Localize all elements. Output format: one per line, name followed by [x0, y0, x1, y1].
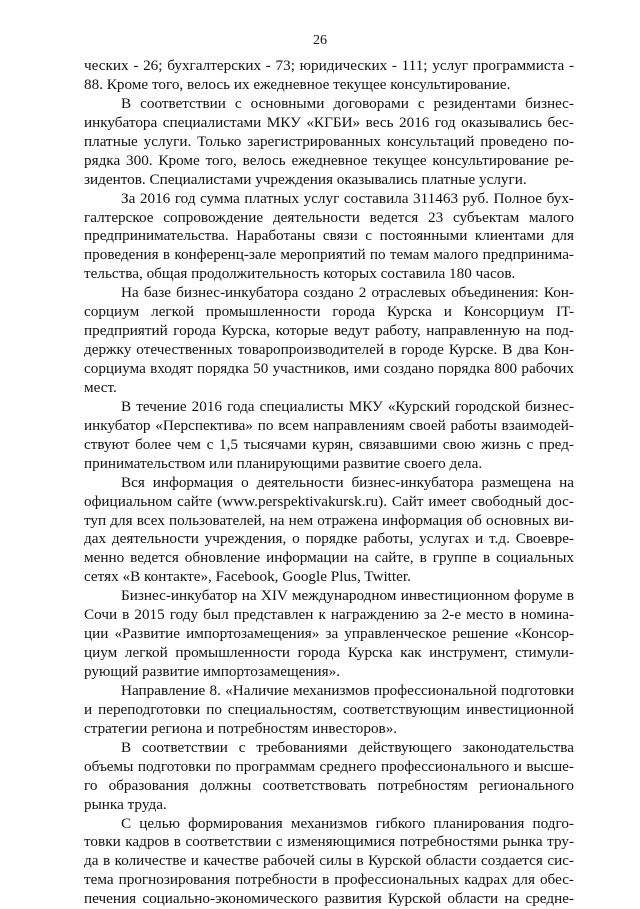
paragraph: [84, 57, 574, 95]
text-line: дах деятельности учреждения, о порядке работы, услугах и т.д. Своевре-: [84, 530, 574, 549]
text-line: платные услуги. Только зарегистрированных консультаций проведено по-: [84, 133, 574, 152]
text-line: проведения в конференц-зале мероприятий по темам малого предпринима-: [84, 246, 574, 265]
text-line: рынка труда.: [84, 796, 574, 815]
text-line: стратегии региона и потребностям инвесторов».: [84, 720, 574, 739]
text-line: рующий развитие импортозамещения».: [84, 663, 574, 682]
text-line: товки кадров в соответствии с изменяющимися потребностями рынка тру-: [84, 833, 574, 852]
text-line: да в количестве и качестве рабочей силы в Курской области создается сис-: [84, 852, 574, 871]
text-line: рядка 300. Кроме того, велось ежедневное текущее консультирование ре-: [84, 152, 574, 171]
text-line: За 2016 год сумма платных услуг составила 311463 руб. Полное бух-: [84, 190, 574, 209]
text-line: Сочи в 2015 году был представлен к награждению за 2-е место в номина-: [84, 606, 574, 625]
text-line: тема прогнозирования потребности в профессиональных кадрах для обес-: [84, 871, 574, 890]
text-line: ствуют более чем с 1,5 тысячами курян, связавшими свою жизнь с пред-: [84, 436, 574, 455]
text-line: принимательством или планирующими развитие своего дела.: [84, 455, 574, 474]
text-line: тельства, общая продолжительность которых составила 180 часов.: [84, 265, 574, 284]
text-line: держку отечественных товаропроизводителей в городе Курске. В два Кон-: [84, 341, 574, 360]
text-line: предпринимательства. Наработаны связи с постоянными клиентами для: [84, 227, 574, 246]
paragraph: [84, 474, 574, 588]
text-line: ции «Развитие импортозамещения» за управленческое решение «Консор-: [84, 625, 574, 644]
text-line: циум легкой промышленности города Курска как инструмент, стимули-: [84, 644, 574, 663]
text-line: ческих - 26; бухгалтерских - 73; юридических - 111; услуг программиста -: [84, 57, 574, 76]
text-line: На базе бизнес-инкубатора создано 2 отраслевых объединения: Кон-: [84, 284, 574, 303]
text-line: зидентов. Специалистами учреждения оказывались платные услуги.: [84, 171, 574, 190]
document-body: [84, 57, 574, 909]
text-line: В течение 2016 года специалисты МКУ «Курский городской бизнес-: [84, 398, 574, 417]
paragraph: [84, 815, 574, 909]
text-line: В соответствии с требованиями действующего законодательства: [84, 739, 574, 758]
page-number: 26: [0, 33, 640, 49]
text-line: сетях «В контакте», Facebook, Google Plus, Twitter.: [84, 568, 574, 587]
paragraph: [84, 95, 574, 190]
text-line: официальном сайте (www.perspektivakursk.ru). Сайт имеет свободный дос-: [84, 493, 574, 512]
text-line: галтерское сопровождение деятельности ведется 23 субъектам малого: [84, 209, 574, 228]
text-line: инкубатор «Перспектива» по всем направлениям своей работы взаимодей-: [84, 417, 574, 436]
text-line: го образования должны соответствовать потребностям регионального: [84, 777, 574, 796]
text-line: и переподготовки по специальностям, соответствующим инвестиционной: [84, 701, 574, 720]
text-line: мест.: [84, 379, 574, 398]
text-line: объемы подготовки по программам среднего профессионального и высше-: [84, 758, 574, 777]
text-line: менно ведется обновление информации на сайте, в группе в социальных: [84, 549, 574, 568]
text-line: предприятий города Курска, которые ведут работу, направленную на под-: [84, 322, 574, 341]
paragraph: [84, 682, 574, 739]
text-line: 88. Кроме того, велось их ежедневное текущее консультирование.: [84, 76, 574, 95]
paragraph: [84, 284, 574, 398]
text-line: Направление 8. «Наличие механизмов профессиональной подготовки: [84, 682, 574, 701]
text-line: сорциум легкой промышленности города Курска и Консорциум IT-: [84, 303, 574, 322]
text-line: С целью формирования механизмов гибкого планирования подго-: [84, 815, 574, 834]
text-line: печения социально-экономического развития Курской области на средне-: [84, 890, 574, 909]
paragraph: [84, 739, 574, 815]
text-line: Бизнес-инкубатор на XIV международном инвестиционном форуме в: [84, 587, 574, 606]
paragraph: [84, 190, 574, 285]
text-line: Вся информация о деятельности бизнес-инкубатора размещена на: [84, 474, 574, 493]
text-line: инкубатора специалистами МКУ «КГБИ» весь 2016 год оказывались бес-: [84, 114, 574, 133]
paragraph: [84, 587, 574, 682]
text-line: В соответствии с основными договорами с резидентами бизнес-: [84, 95, 574, 114]
text-line: сорциума входят порядка 50 участников, ими создано порядка 800 рабочих: [84, 360, 574, 379]
text-line: туп для всех пользователей, на нем отражена информация об основных ви-: [84, 512, 574, 531]
paragraph: [84, 398, 574, 474]
